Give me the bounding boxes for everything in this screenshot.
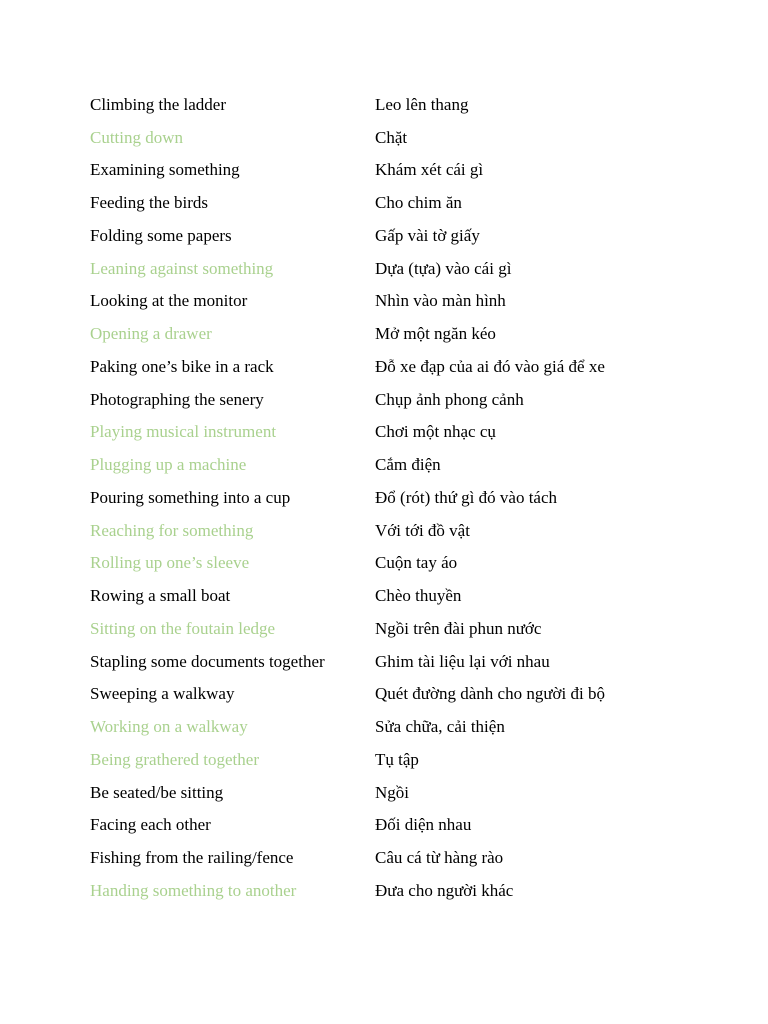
english-phrase: Stapling some documents together: [90, 651, 325, 671]
vietnamese-translation: Câu cá từ hàng rào: [375, 848, 504, 868]
vietnamese-translation: Khám xét cái gì: [375, 160, 484, 180]
vietnamese-translation: Đổ (rót) thứ gì đó vào tách: [375, 487, 558, 507]
vietnamese-translation: Quét đường dành cho người đi bộ: [375, 684, 605, 704]
english-phrase: Sitting on the foutain ledge: [90, 618, 276, 638]
vocab-row: [90, 186, 710, 219]
vocab-row: [90, 841, 710, 874]
vocab-row: [90, 88, 710, 121]
vietnamese-translation: Cắm điện: [375, 455, 441, 475]
vocab-row: [90, 416, 710, 449]
english-phrase: Working on a walkway: [90, 717, 248, 737]
english-phrase: Photographing the senery: [90, 389, 264, 409]
english-phrase: Paking one’s bike in a rack: [90, 356, 274, 376]
vocab-row: [90, 743, 710, 776]
english-phrase: Examining something: [90, 160, 240, 180]
vietnamese-translation: Sửa chữa, cải thiện: [375, 717, 505, 737]
vietnamese-translation: Ghim tài liệu lại với nhau: [375, 651, 550, 671]
vocabulary-table: [90, 88, 710, 907]
vietnamese-translation: Với tới đồ vật: [375, 520, 470, 540]
vietnamese-translation: Đưa cho người khác: [375, 880, 514, 900]
english-phrase: Feeding the birds: [90, 193, 209, 213]
vocab-row: [90, 579, 710, 612]
vietnamese-translation: Chặt: [375, 127, 408, 147]
vocab-row: [90, 710, 710, 743]
vocab-row: [90, 252, 710, 285]
vocab-row: [90, 383, 710, 416]
vietnamese-translation: Dựa (tựa) vào cái gì: [375, 258, 512, 278]
vocab-row: [90, 121, 710, 154]
vocab-row: [90, 874, 710, 907]
vietnamese-translation: Cho chim ăn: [375, 193, 462, 213]
vietnamese-translation: Cuộn tay áo: [375, 553, 458, 573]
vocab-row: [90, 547, 710, 580]
vocab-row: [90, 612, 710, 645]
english-phrase: Rolling up one’s sleeve: [90, 553, 250, 573]
vocab-row: [90, 317, 710, 350]
english-phrase: Rowing a small boat: [90, 586, 231, 606]
vocab-row: [90, 219, 710, 252]
english-phrase: Being grathered together: [90, 749, 259, 769]
english-phrase: Playing musical instrument: [90, 422, 277, 442]
vietnamese-translation: Nhìn vào màn hình: [375, 291, 506, 311]
english-phrase: Be seated/be sitting: [90, 782, 224, 802]
english-phrase: Fishing from the railing/fence: [90, 848, 294, 868]
vietnamese-translation: Ngồi: [375, 782, 409, 802]
vietnamese-translation: Chơi một nhạc cụ: [375, 422, 496, 442]
vocab-row: [90, 481, 710, 514]
vietnamese-translation: Mở một ngăn kéo: [375, 324, 496, 344]
vietnamese-translation: Đỗ xe đạp của ai đó vào giá để xe: [375, 356, 605, 376]
vietnamese-translation: Đối diện nhau: [375, 815, 472, 835]
vietnamese-translation: Chụp ảnh phong cảnh: [375, 389, 524, 409]
english-phrase: Looking at the monitor: [90, 291, 248, 311]
vietnamese-translation: Gấp vài tờ giấy: [375, 225, 480, 245]
english-phrase: Reaching for something: [90, 520, 254, 540]
english-phrase: Plugging up a machine: [90, 455, 247, 475]
vietnamese-translation: Tụ tập: [375, 749, 419, 769]
english-phrase: Facing each other: [90, 815, 211, 835]
vocab-row: [90, 645, 710, 678]
english-phrase: Opening a drawer: [90, 324, 212, 344]
vocab-row: [90, 285, 710, 318]
english-phrase: Cutting down: [90, 127, 184, 147]
vietnamese-translation: Chèo thuyền: [375, 586, 462, 606]
vietnamese-translation: Ngồi trên đài phun nước: [375, 618, 542, 638]
english-phrase: Folding some papers: [90, 225, 232, 245]
english-phrase: Sweeping a walkway: [90, 684, 235, 704]
english-phrase: Pouring something into a cup: [90, 487, 291, 507]
english-phrase: Leaning against something: [90, 258, 274, 278]
vocab-row: [90, 514, 710, 547]
vocab-row: [90, 350, 710, 383]
vocab-row: [90, 776, 710, 809]
vocab-row: [90, 678, 710, 711]
english-phrase: Climbing the ladder: [90, 94, 226, 114]
vocab-row: [90, 154, 710, 187]
english-phrase: Handing something to another: [90, 880, 297, 900]
vocab-row: [90, 448, 710, 481]
vietnamese-translation: Leo lên thang: [375, 94, 469, 114]
vocab-row: [90, 809, 710, 842]
